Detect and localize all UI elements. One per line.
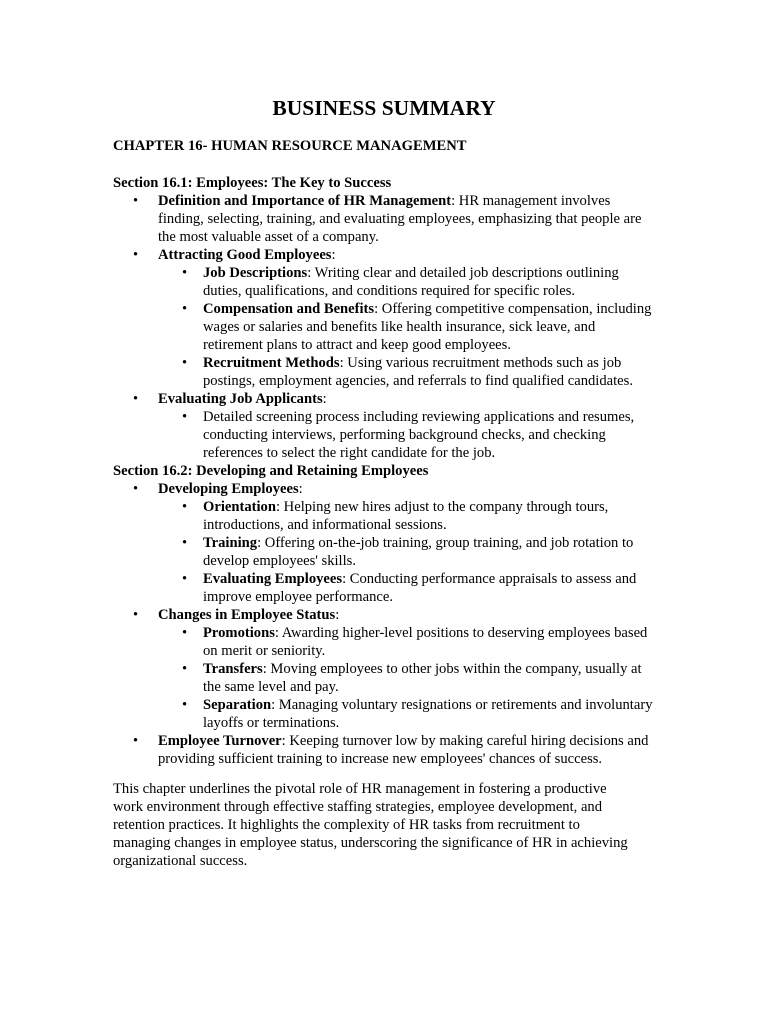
term: Promotions <box>203 625 275 641</box>
list-item-recruitment <box>158 354 658 390</box>
list-item-evaluating-employees <box>158 570 658 606</box>
term-suffix: : <box>331 247 336 263</box>
term: Compensation and Benefits <box>203 301 375 317</box>
term: Developing Employees <box>158 481 299 497</box>
chapter-title: CHAPTER 16- HUMAN RESOURCE MANAGEMENT <box>113 138 467 154</box>
description: : Conducting performance appraisals to assess and improve employee performance. <box>203 571 637 605</box>
developing-employees-sublist <box>158 498 658 606</box>
description: : Keeping turnover low by making careful hiring decisions and providing sufficient training to increase new employees' chances of success. <box>158 733 649 767</box>
closing-paragraph: This chapter underlines the pivotal role of HR management in fostering a productive work environment through effective staffing strategies, employee development, and retention practices. It highlights the complexity of HR tasks from recruitment to managing changes in employee status, underscoring the significance of HR in achieving organizational success. <box>113 781 628 869</box>
term: Changes in Employee Status <box>158 607 336 623</box>
list-item-training <box>158 534 658 570</box>
term-suffix: : <box>335 607 340 623</box>
term: Definition and Importance of HR Management <box>158 193 452 209</box>
list-item-screening <box>158 408 658 462</box>
term: Separation <box>203 697 272 713</box>
section-16-1-title: Section 16.1: Employees: The Key to Success <box>113 175 392 191</box>
term-suffix: : <box>322 391 327 407</box>
term: Recruitment Methods <box>203 355 340 371</box>
list-item-orientation <box>158 498 658 534</box>
term: Transfers <box>203 661 263 677</box>
list-item-evaluating-applicants <box>113 390 658 462</box>
term: Orientation <box>203 499 276 515</box>
section-16-1-list <box>113 192 658 462</box>
attracting-employees-sublist <box>158 264 658 390</box>
description: : Writing clear and detailed job descriptions outlining duties, qualifications, and conditions required for specific roles. <box>203 265 619 299</box>
description: : Offering on-the-job training, group training, and job rotation to develop employees' skills. <box>203 535 634 569</box>
list-item-job-descriptions <box>158 264 658 300</box>
list-item-changes-status <box>113 606 658 732</box>
evaluating-applicants-sublist <box>158 408 658 462</box>
term: Training <box>203 535 258 551</box>
description: : Using various recruitment methods such as job postings, employment agencies, and referrals to find qualified candidates. <box>203 355 633 389</box>
list-item-attracting-employees <box>113 246 658 390</box>
section-16-2-title: Section 16.2: Developing and Retaining Employees <box>113 463 429 479</box>
term: Attracting Good Employees <box>158 247 332 263</box>
description: : Awarding higher-level positions to deserving employees based on merit or seniority. <box>203 625 648 659</box>
list-item-promotions <box>158 624 658 660</box>
term: Job Descriptions <box>203 265 308 281</box>
list-item-developing-employees <box>113 480 658 606</box>
term-suffix: : <box>298 481 303 497</box>
description: : HR management involves finding, selecting, training, and evaluating employees, emphasizing that people are the most valuable asset of a company. <box>158 193 642 245</box>
list-item-turnover <box>113 732 658 768</box>
term: Employee Turnover <box>158 733 282 749</box>
document-body <box>113 174 658 768</box>
description: : Moving employees to other jobs within the company, usually at the same level and pay. <box>203 661 642 695</box>
term: Evaluating Job Applicants <box>158 391 323 407</box>
list-item-transfers <box>158 660 658 696</box>
section-16-2-list <box>113 480 658 768</box>
changes-status-sublist <box>158 624 658 732</box>
description: : Managing voluntary resignations or retirements and involuntary layoffs or terminations. <box>203 697 653 731</box>
document-title: BUSINESS SUMMARY <box>272 96 496 120</box>
list-item-compensation <box>158 300 658 354</box>
term: Evaluating Employees <box>203 571 343 587</box>
list-item-hr-definition <box>113 192 658 246</box>
description: Detailed screening process including reviewing applications and resumes, conducting interviews, performing background checks, and checking references to select the right candidate for the job. <box>203 409 635 461</box>
description: : Helping new hires adjust to the company through tours, introductions, and informational sessions. <box>203 499 609 533</box>
list-item-separation <box>158 696 658 732</box>
description: : Offering competitive compensation, including wages or salaries and benefits like health insurance, sick leave, and retirement plans to attract and keep good employees. <box>203 301 652 353</box>
